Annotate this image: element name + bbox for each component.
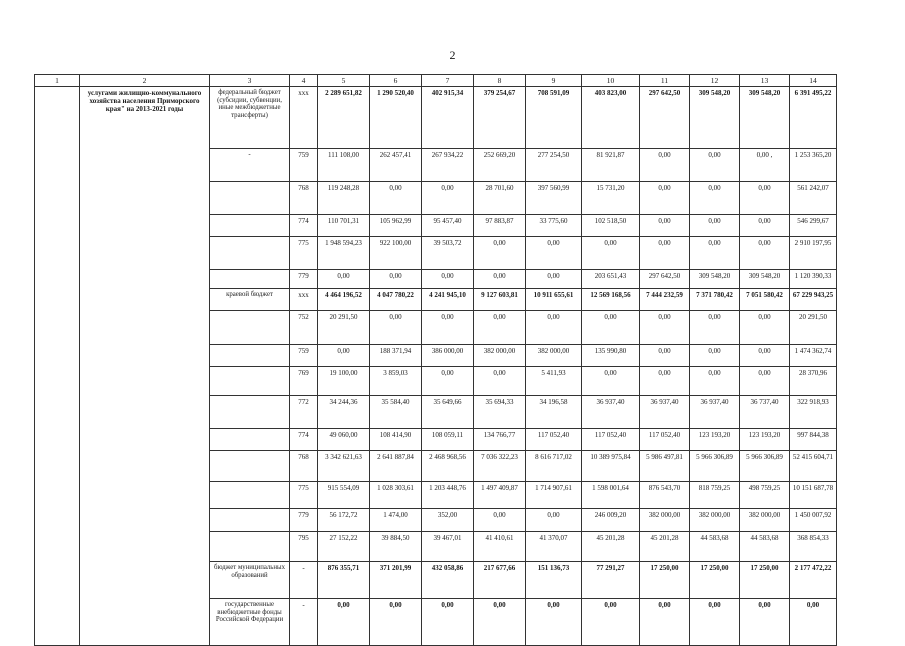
- amount-cell: 108 414,90: [370, 429, 422, 451]
- budget-code: 779: [290, 509, 318, 532]
- amount-cell: 2 641 887,84: [370, 451, 422, 482]
- amount-cell: 15 731,20: [582, 182, 640, 215]
- column-header: 14: [790, 75, 837, 87]
- amount-cell: 5 966 306,89: [690, 451, 740, 482]
- amount-cell: 4 241 945,10: [422, 289, 474, 311]
- amount-cell: 309 548,20: [690, 87, 740, 149]
- amount-cell: 0,00: [740, 345, 790, 367]
- funding-source: [210, 429, 290, 451]
- amount-cell: 561 242,07: [790, 182, 837, 215]
- amount-cell: 5 986 497,81: [640, 451, 690, 482]
- amount-cell: 922 100,00: [370, 237, 422, 270]
- amount-cell: 117 052,40: [582, 429, 640, 451]
- amount-cell: 546 299,67: [790, 215, 837, 237]
- page-number: 2: [449, 48, 456, 62]
- amount-cell: 2 289 651,82: [318, 87, 370, 149]
- amount-cell: 818 759,25: [690, 482, 740, 509]
- amount-cell: 0,00: [526, 237, 582, 270]
- budget-code: 759: [290, 345, 318, 367]
- amount-cell: 27 152,22: [318, 532, 370, 562]
- amount-cell: 10 911 655,61: [526, 289, 582, 311]
- amount-cell: 876 355,71: [318, 562, 370, 599]
- amount-cell: 7 444 232,59: [640, 289, 690, 311]
- amount-cell: 39 467,01: [422, 532, 474, 562]
- amount-cell: 41 410,61: [474, 532, 526, 562]
- amount-cell: 9 127 603,81: [474, 289, 526, 311]
- amount-cell: 1 203 448,76: [422, 482, 474, 509]
- budget-code: 775: [290, 482, 318, 509]
- amount-cell: 10 151 687,78: [790, 482, 837, 509]
- amount-cell: 8 616 717,02: [526, 451, 582, 482]
- amount-cell: 34 196,58: [526, 396, 582, 429]
- amount-cell: 0,00: [526, 270, 582, 289]
- amount-cell: 382 000,00: [740, 509, 790, 532]
- amount-cell: 0,00: [640, 215, 690, 237]
- budget-code: 768: [290, 451, 318, 482]
- amount-cell: 0,00: [370, 182, 422, 215]
- amount-cell: 0,00: [640, 311, 690, 345]
- amount-cell: 1 497 409,87: [474, 482, 526, 509]
- column-header: 7: [422, 75, 474, 87]
- amount-cell: 252 669,20: [474, 149, 526, 182]
- amount-cell: 119 248,28: [318, 182, 370, 215]
- amount-cell: 217 677,66: [474, 562, 526, 599]
- amount-cell: 371 201,99: [370, 562, 422, 599]
- amount-cell: 102 518,50: [582, 215, 640, 237]
- amount-cell: 67 229 943,25: [790, 289, 837, 311]
- budget-code: 779: [290, 270, 318, 289]
- amount-cell: 0,00: [740, 182, 790, 215]
- amount-cell: 35 584,40: [370, 396, 422, 429]
- amount-cell: 117 052,40: [640, 429, 690, 451]
- amount-cell: 2 177 472,22: [790, 562, 837, 599]
- amount-cell: 0,00: [690, 367, 740, 396]
- amount-cell: 0,00: [740, 215, 790, 237]
- amount-cell: 1 948 594,23: [318, 237, 370, 270]
- budget-code: 768: [290, 182, 318, 215]
- amount-cell: 5 411,93: [526, 367, 582, 396]
- amount-cell: 0,00: [740, 367, 790, 396]
- amount-cell: 111 108,00: [318, 149, 370, 182]
- amount-cell: 188 371,94: [370, 345, 422, 367]
- amount-cell: 123 193,20: [690, 429, 740, 451]
- subprogram-title: услугами жилищно-коммунального хозяйства населения Приморского края" на 2013-2021 годы: [80, 87, 210, 646]
- amount-cell: 44 583,68: [740, 532, 790, 562]
- budget-code: 769: [290, 367, 318, 396]
- amount-cell: 7 371 780,42: [690, 289, 740, 311]
- amount-cell: 246 009,20: [582, 509, 640, 532]
- amount-cell: 0,00: [690, 311, 740, 345]
- budget-table: [34, 74, 837, 646]
- amount-cell: 20 291,50: [790, 311, 837, 345]
- amount-cell: 0,00: [690, 149, 740, 182]
- funding-source: [210, 182, 290, 215]
- amount-cell: 17 250,00: [690, 562, 740, 599]
- amount-cell: 41 370,07: [526, 532, 582, 562]
- amount-cell: 0,00: [582, 367, 640, 396]
- amount-cell: 297 642,50: [640, 270, 690, 289]
- amount-cell: 49 060,00: [318, 429, 370, 451]
- funding-source: [210, 237, 290, 270]
- funding-source: краевой бюджет: [210, 289, 290, 311]
- budget-code: ххх: [290, 289, 318, 311]
- amount-cell: 0,00: [318, 599, 370, 646]
- column-header: 8: [474, 75, 526, 87]
- amount-cell: 36 937,40: [582, 396, 640, 429]
- amount-cell: 0,00: [474, 311, 526, 345]
- funding-source: [210, 215, 290, 237]
- budget-code: 774: [290, 429, 318, 451]
- amount-cell: 0,00: [740, 599, 790, 646]
- amount-cell: 12 569 168,56: [582, 289, 640, 311]
- amount-cell: 1 120 390,33: [790, 270, 837, 289]
- amount-cell: 0,00: [640, 345, 690, 367]
- amount-cell: 56 172,72: [318, 509, 370, 532]
- amount-cell: 123 193,20: [740, 429, 790, 451]
- amount-cell: 39 884,50: [370, 532, 422, 562]
- amount-cell: 0,00: [690, 215, 740, 237]
- amount-cell: 97 883,87: [474, 215, 526, 237]
- amount-cell: 1 450 007,92: [790, 509, 837, 532]
- amount-cell: 997 844,38: [790, 429, 837, 451]
- amount-cell: 110 701,31: [318, 215, 370, 237]
- column-header: 10: [582, 75, 640, 87]
- amount-cell: 382 000,00: [640, 509, 690, 532]
- amount-cell: 397 560,99: [526, 182, 582, 215]
- amount-cell: 0,00: [422, 270, 474, 289]
- amount-cell: 1 474,00: [370, 509, 422, 532]
- amount-cell: 33 775,60: [526, 215, 582, 237]
- amount-cell: 352,00: [422, 509, 474, 532]
- amount-cell: 45 201,28: [582, 532, 640, 562]
- funding-source: [210, 482, 290, 509]
- column-header: 4: [290, 75, 318, 87]
- amount-cell: 1 598 001,64: [582, 482, 640, 509]
- amount-cell: 402 915,34: [422, 87, 474, 149]
- amount-cell: 3 859,03: [370, 367, 422, 396]
- budget-code: ххх: [290, 87, 318, 149]
- amount-cell: 0,00: [370, 270, 422, 289]
- amount-cell: 44 583,68: [690, 532, 740, 562]
- budget-code: 795: [290, 532, 318, 562]
- amount-cell: 876 543,70: [640, 482, 690, 509]
- amount-cell: 0,00: [790, 599, 837, 646]
- amount-cell: 0,00: [318, 345, 370, 367]
- amount-cell: 6 391 495,22: [790, 87, 837, 149]
- amount-cell: 2 468 968,56: [422, 451, 474, 482]
- amount-cell: 0,00: [474, 599, 526, 646]
- amount-cell: 368 854,33: [790, 532, 837, 562]
- amount-cell: 309 548,20: [740, 87, 790, 149]
- amount-cell: 0,00: [422, 599, 474, 646]
- funding-source: -: [210, 149, 290, 182]
- amount-cell: 39 503,72: [422, 237, 474, 270]
- amount-cell: 0,00: [474, 270, 526, 289]
- column-header: 13: [740, 75, 790, 87]
- amount-cell: 20 291,50: [318, 311, 370, 345]
- column-header: 1: [35, 75, 80, 87]
- budget-code: 759: [290, 149, 318, 182]
- amount-cell: 7 051 580,42: [740, 289, 790, 311]
- amount-cell: 386 000,00: [422, 345, 474, 367]
- column-header: 12: [690, 75, 740, 87]
- amount-cell: 2 910 197,95: [790, 237, 837, 270]
- amount-cell: 52 415 604,71: [790, 451, 837, 482]
- amount-cell: 277 254,50: [526, 149, 582, 182]
- amount-cell: 135 990,80: [582, 345, 640, 367]
- amount-cell: 403 823,00: [582, 87, 640, 149]
- amount-cell: 1 253 365,20: [790, 149, 837, 182]
- amount-cell: 3 342 621,63: [318, 451, 370, 482]
- amount-cell: 1 290 520,40: [370, 87, 422, 149]
- amount-cell: 309 548,20: [690, 270, 740, 289]
- amount-cell: 95 457,40: [422, 215, 474, 237]
- amount-cell: 382 000,00: [690, 509, 740, 532]
- amount-cell: 262 457,41: [370, 149, 422, 182]
- funding-source: федеральный бюджет (субсидии, субвенции, иные межбюджетные трансферты): [210, 87, 290, 149]
- amount-cell: 0,00: [690, 182, 740, 215]
- amount-cell: 17 250,00: [640, 562, 690, 599]
- amount-cell: 0,00: [640, 182, 690, 215]
- amount-cell: 0,00: [740, 311, 790, 345]
- amount-cell: 382 000,00: [526, 345, 582, 367]
- amount-cell: 0,00 ,: [740, 149, 790, 182]
- amount-cell: 0,00: [318, 270, 370, 289]
- amount-cell: 34 244,36: [318, 396, 370, 429]
- amount-cell: 0,00: [582, 311, 640, 345]
- amount-cell: 0,00: [474, 509, 526, 532]
- amount-cell: 4 047 780,22: [370, 289, 422, 311]
- budget-code: 774: [290, 215, 318, 237]
- budget-code: -: [290, 599, 318, 646]
- amount-cell: 10 389 975,84: [582, 451, 640, 482]
- amount-cell: 0,00: [474, 367, 526, 396]
- amount-cell: 0,00: [640, 599, 690, 646]
- amount-cell: 81 921,87: [582, 149, 640, 182]
- budget-code: 775: [290, 237, 318, 270]
- table-row: [35, 87, 837, 149]
- amount-cell: 0,00: [640, 237, 690, 270]
- header-row: [35, 75, 837, 87]
- amount-cell: 297 642,50: [640, 87, 690, 149]
- amount-cell: 203 651,43: [582, 270, 640, 289]
- amount-cell: 0,00: [422, 311, 474, 345]
- amount-cell: 36 737,40: [740, 396, 790, 429]
- funding-source: бюджет муниципальных образований: [210, 562, 290, 599]
- funding-source: [210, 451, 290, 482]
- amount-cell: 28 370,96: [790, 367, 837, 396]
- budget-code: 772: [290, 396, 318, 429]
- amount-cell: 0,00: [370, 311, 422, 345]
- amount-cell: 0,00: [582, 237, 640, 270]
- amount-cell: 151 136,73: [526, 562, 582, 599]
- amount-cell: 45 201,28: [640, 532, 690, 562]
- amount-cell: 0,00: [422, 367, 474, 396]
- amount-cell: 105 962,99: [370, 215, 422, 237]
- amount-cell: 0,00: [690, 599, 740, 646]
- table-body: [35, 75, 837, 646]
- budget-code: -: [290, 562, 318, 599]
- funding-source: [210, 509, 290, 532]
- amount-cell: 117 052,40: [526, 429, 582, 451]
- amount-cell: 35 694,33: [474, 396, 526, 429]
- amount-cell: 36 937,40: [640, 396, 690, 429]
- amount-cell: 0,00: [690, 237, 740, 270]
- budget-code: 752: [290, 311, 318, 345]
- amount-cell: 0,00: [690, 345, 740, 367]
- column-header: 2: [80, 75, 210, 87]
- amount-cell: 1 474 362,74: [790, 345, 837, 367]
- amount-cell: 17 250,00: [740, 562, 790, 599]
- amount-cell: 432 058,86: [422, 562, 474, 599]
- amount-cell: 0,00: [526, 509, 582, 532]
- amount-cell: 915 554,09: [318, 482, 370, 509]
- amount-cell: 322 918,93: [790, 396, 837, 429]
- amount-cell: 77 291,27: [582, 562, 640, 599]
- funding-source: государственные внебюджетные фонды Российской Федерации: [210, 599, 290, 646]
- amount-cell: 4 464 196,52: [318, 289, 370, 311]
- funding-source: [210, 311, 290, 345]
- amount-cell: 708 591,09: [526, 87, 582, 149]
- amount-cell: 0,00: [526, 311, 582, 345]
- amount-cell: 5 966 306,89: [740, 451, 790, 482]
- amount-cell: 309 548,20: [740, 270, 790, 289]
- amount-cell: 108 059,11: [422, 429, 474, 451]
- amount-cell: 0,00: [582, 599, 640, 646]
- amount-cell: 1 028 303,61: [370, 482, 422, 509]
- column-header: 6: [370, 75, 422, 87]
- funding-source: [210, 270, 290, 289]
- amount-cell: 382 000,00: [474, 345, 526, 367]
- amount-cell: 36 937,40: [690, 396, 740, 429]
- amount-cell: 19 100,00: [318, 367, 370, 396]
- amount-cell: 0,00: [422, 182, 474, 215]
- funding-source: [210, 345, 290, 367]
- column-header: 3: [210, 75, 290, 87]
- amount-cell: 0,00: [640, 149, 690, 182]
- column-header: 9: [526, 75, 582, 87]
- row-number-cell: [35, 87, 80, 646]
- amount-cell: 0,00: [370, 599, 422, 646]
- amount-cell: 0,00: [474, 237, 526, 270]
- amount-cell: 35 649,66: [422, 396, 474, 429]
- amount-cell: 267 934,22: [422, 149, 474, 182]
- amount-cell: 28 701,60: [474, 182, 526, 215]
- funding-source: [210, 532, 290, 562]
- amount-cell: 0,00: [740, 237, 790, 270]
- funding-source: [210, 396, 290, 429]
- column-header: 11: [640, 75, 690, 87]
- amount-cell: 134 766,77: [474, 429, 526, 451]
- amount-cell: 0,00: [640, 367, 690, 396]
- funding-source: [210, 367, 290, 396]
- amount-cell: 379 254,67: [474, 87, 526, 149]
- column-header: 5: [318, 75, 370, 87]
- amount-cell: 7 036 322,23: [474, 451, 526, 482]
- amount-cell: 0,00: [526, 599, 582, 646]
- amount-cell: 1 714 907,61: [526, 482, 582, 509]
- amount-cell: 498 759,25: [740, 482, 790, 509]
